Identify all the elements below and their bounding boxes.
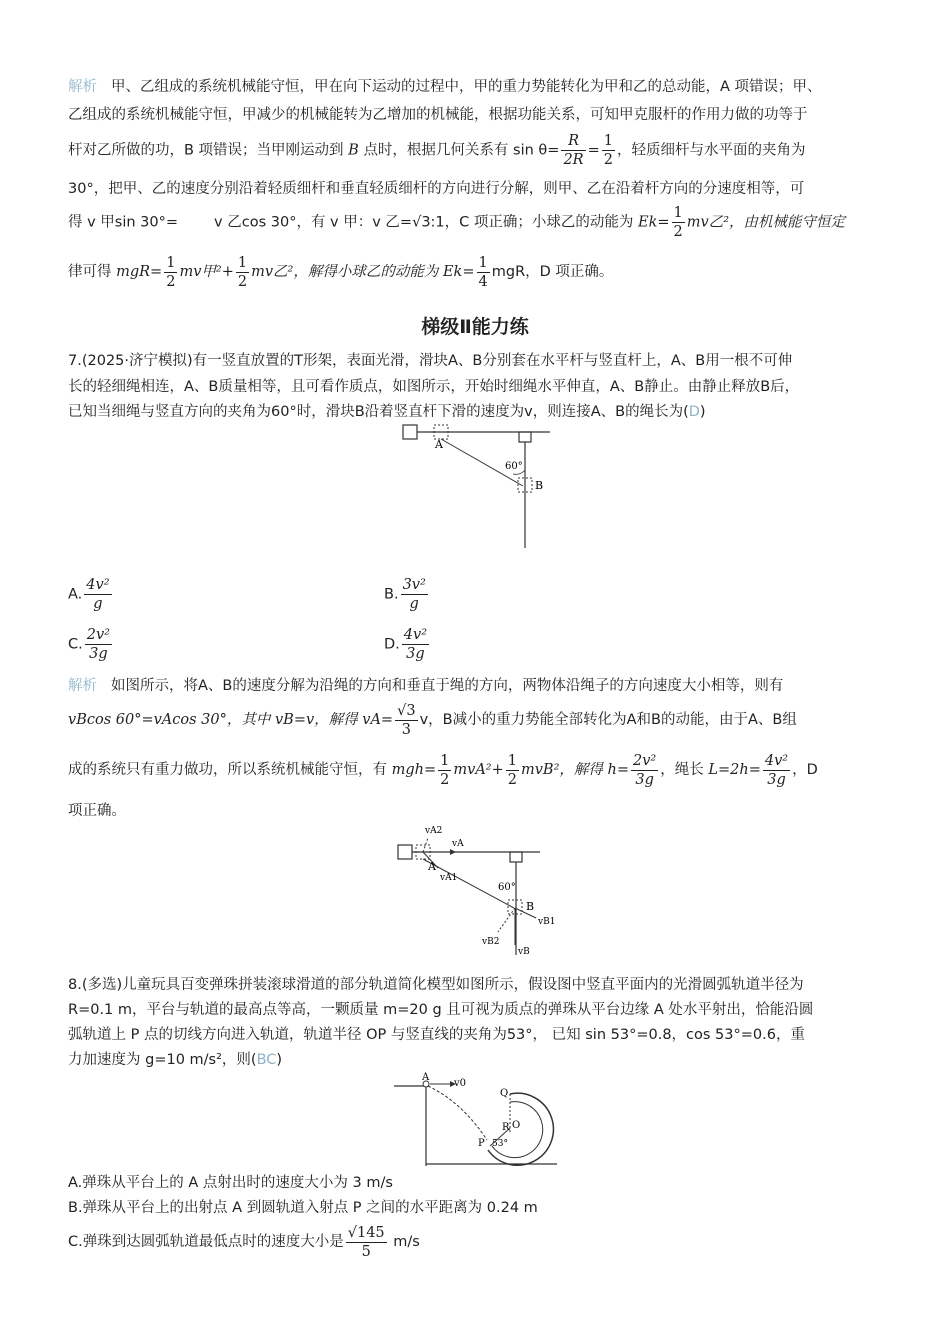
q7-analysis-line2: vBcos 60°=vAcos 30°，其中 vB=v，解得 vA= $\frac{√3}{3}$ v，B减小的重力势能全部转化为A和B的动能，由于A、B组 (68, 702, 797, 738)
q7-analysis-line3: 成的系统只有重力做功，所以系统机械能守恒，有 mgh= $\frac{1}{2}$ mvA²+ $\frac{1}{2}$ mvB²，解得 h= $\frac{\text{2v²}}{3g}$ ，绳长 L=2h= $\frac{\text{4v²}}{3g}$ ，D (68, 752, 818, 788)
q7-stem-line2: 长的轻细绳相连，A、B质量相等，且可看作质点，如图所示，开始时细绳水平伸直，A、B静止。由静止释放B后， (68, 379, 800, 395)
fraction: $\frac{1}{2}$ (673, 205, 683, 240)
q7-analysis-line1: 解析 如图所示，将A、B的速度分解为沿绳的方向和垂直于绳的方向，两物体沿绳子的方向速度大小相等，则有 (68, 678, 784, 694)
svg-text:53°: 53° (492, 1139, 508, 1149)
q7-option-c[interactable]: C. $\frac{\text{2v²}}{3g}$ (68, 627, 110, 662)
fraction: $\frac{1}{2}$ (166, 254, 176, 290)
q8-answer: BC (256, 1052, 277, 1068)
svg-text:O: O (512, 1120, 521, 1131)
section-title: 梯级Ⅱ能力练 (421, 316, 529, 338)
label-vB2: vB2 (482, 937, 500, 947)
q7-option-a[interactable]: A. $\frac{\text{4v²}}{g}$ (68, 577, 110, 612)
label-vB1: vB1 (538, 917, 556, 927)
q7-figure (395, 420, 555, 550)
label-angle: 60° (498, 882, 516, 893)
q7-analysis-figure (390, 820, 570, 960)
fraction: $\frac{1}{4}$ (478, 254, 488, 290)
q7-label-b: B (535, 479, 544, 492)
q7-block-initial (403, 425, 417, 439)
p6-analysis-line2: 乙组成的系统机械能守恒，甲减少的机械能转为乙增加的机械能，根据功能关系，可知甲克服杆的作用力做的功等于 (68, 107, 808, 123)
label-vB: vB (518, 947, 530, 957)
p6-analysis-line6: 律可得 mgR= $\frac{1}{2}$ mv甲²+ $\frac{1}{2}$ mv乙²，解得小球乙的动能为 Ek= $\frac{1}{4}$ mgR，D 项正确。 (68, 254, 614, 290)
label-B: B (526, 900, 535, 913)
q8-option-a[interactable]: A.弹珠从平台上的 A 点射出时的速度大小为 3 m/s (68, 1175, 393, 1191)
q8-stem-line2: R=0.1 m，平台与轨道的最高点等高，一颗质量 m=20 g 且可视为质点的弹珠从平台边缘 A 处水平射出，恰能沿圆 (68, 1002, 814, 1018)
fraction: $\frac{R}{2R}$ (563, 133, 584, 168)
q7-option-d[interactable]: D. $\frac{\text{4v²}}{3g}$ (384, 627, 428, 662)
q7-analysis-line4: 项正确。 (68, 803, 126, 819)
q7-stem-line1: 7.(2025·济宁模拟)有一竖直放置的T形架，表面光滑，滑块A、B分别套在水平杆与竖直杆上，A、B用一根不可伸 (68, 353, 793, 369)
q7-option-b[interactable]: B. $\frac{\text{3v²}}{g}$ (384, 577, 426, 612)
p6-analysis-line3: 杆对乙所做的功，B 项错误；当甲刚运动到 B 点时，根据几何关系有 sin θ= $\frac{R}{2R}$ = $\frac{1}{2}$ ，轻质细杆与水平面的夹角为 (68, 133, 806, 168)
q7-joint (519, 432, 531, 442)
analysis-tag: 解析 (68, 79, 97, 95)
q8-stem-line4: 力加速度为 g=10 m/s²，则(BC) (68, 1052, 283, 1068)
q8-option-b[interactable]: B.弹珠从平台上的出射点 A 到圆轨道入射点 P 之间的水平距离为 0.24 m (68, 1200, 538, 1216)
p6-analysis-line4: 30°，把甲、乙的速度分别沿着轻质细杆和垂直轻质细杆的方向进行分解，则甲、乙在沿着杆方向的分速度相等，可 (68, 181, 805, 197)
q8-figure (392, 1072, 562, 1168)
q8-stem-line3: 弧轨道上 P 点的切线方向进入轨道，轨道半径 OP 与竖直线的夹角为53°， 已知 sin 53°=0.8，cos 53°=0.6，重 (68, 1027, 805, 1043)
svg-text:A: A (422, 1072, 430, 1083)
p6-analysis-line1: 解析 甲、乙组成的系统机械能守恒，甲在向下运动的过程中，甲的重力势能转化为甲和乙的总动能，A 项错误；甲、 (68, 79, 822, 95)
svg-text:P: P (478, 1138, 485, 1149)
q7-label-a: A (435, 438, 443, 451)
q7-answer: D (688, 404, 700, 420)
analysis-tag: 解析 (68, 678, 97, 694)
q8-stem-line1: 8.(多选)儿童玩具百变弹珠拼装滚球滑道的部分轨道简化模型如图所示，假设图中竖直平面内的光滑圆弧轨道半径为 (68, 977, 804, 993)
q7-angle: 60° (505, 461, 523, 472)
fraction: $\frac{1}{2}$ (237, 254, 248, 290)
p6-analysis-line5: 得 v 甲sin 30°= v 乙cos 30°，有 v 甲：v 乙=√3:1，C 项正确；小球乙的动能为 Ek= $\frac{1}{2}$ mv乙²，由机械能守恒定 (68, 205, 846, 240)
label-vA: vA (452, 839, 464, 849)
svg-text:Q: Q (500, 1088, 509, 1099)
label-A: A (428, 860, 436, 873)
label-vA2: vA2 (425, 826, 443, 836)
label-vA1: vA1 (440, 873, 458, 883)
svg-text:R: R (502, 1122, 510, 1133)
fraction: $\frac{1}{2}$ (603, 133, 613, 168)
q7-stem-line3: 已知当细绳与竖直方向的夹角为60°时，滑块B沿着竖直杆下滑的速度为v，则连接A、B的绳长为(D) (68, 404, 706, 420)
q8-option-c[interactable]: C.弹珠到达圆弧轨道最低点时的速度大小是 $\frac{√145}{5}$ m/s (68, 1224, 420, 1260)
svg-text:v0: v0 (454, 1078, 467, 1089)
